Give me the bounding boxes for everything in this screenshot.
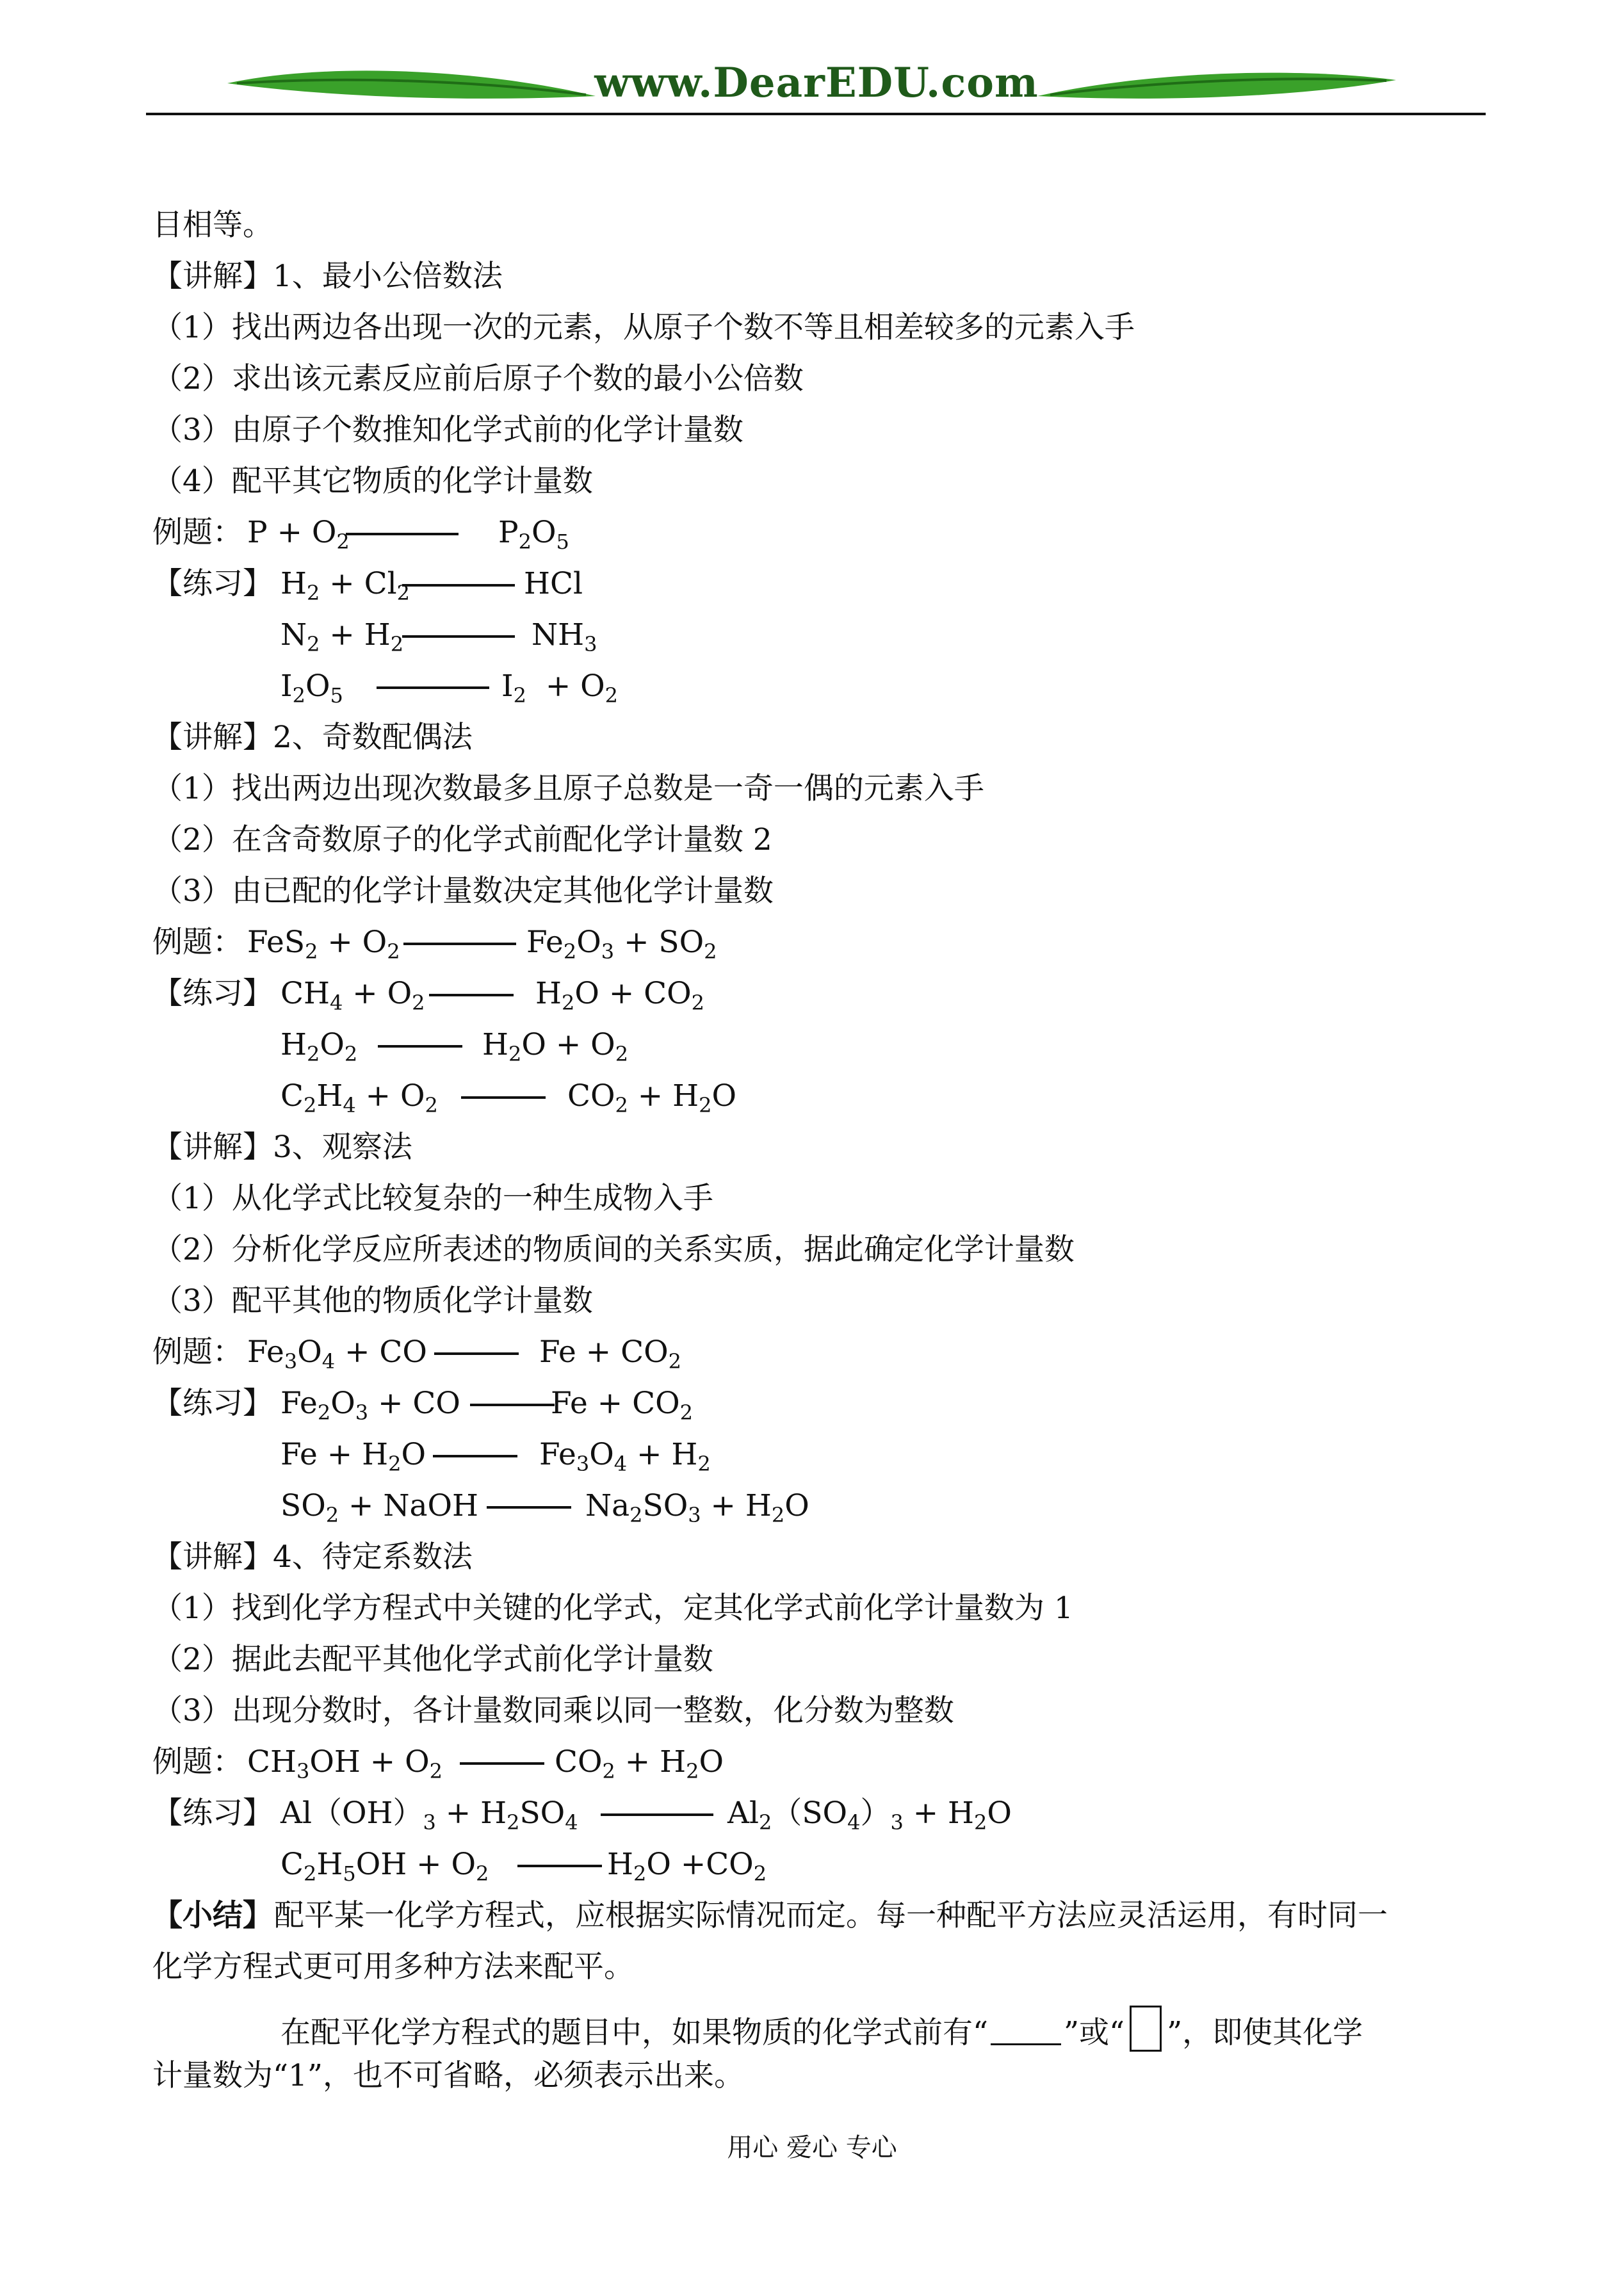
note-text: ”或“ (1064, 2015, 1125, 2050)
section-heading: 【讲解】2、奇数配偶法 (152, 720, 473, 755)
text-line: （1）找出两边出现次数最多且原子总数是一奇一偶的元素入手 (152, 771, 984, 806)
equation-right: $H_2O +CO_2$ (607, 1847, 767, 1886)
equation-right: $Fe_3O_4 + H_2$ (539, 1437, 711, 1476)
text-line: （1）找到化学方程式中关键的化学式，定其化学式前化学计量数为 1 (152, 1591, 1073, 1626)
equation-right: $Fe_2O_3 + SO_2$ (526, 925, 717, 964)
page-footer: 用心 爱心 专心 (727, 2133, 897, 2162)
note-text: ”，即使其化学 (1167, 2015, 1363, 2050)
equation-left: $N_2 + H_2$ (280, 617, 404, 656)
equation-dash (487, 1506, 571, 1509)
equation-dash (402, 584, 515, 587)
header-banner (0, 0, 1624, 122)
equation-left: $P + O_2$ (247, 515, 350, 554)
equation-right: $Al_2(SO_4)_3 + H_2O$ (727, 1796, 1012, 1835)
equation-dash (517, 1865, 602, 1867)
text-line: （2）在含奇数原子的化学式前配化学计量数 2 (152, 822, 772, 857)
equation-dash (377, 686, 489, 689)
section-heading: 【讲解】1、最小公倍数法 (152, 259, 503, 294)
text-line: （4）配平其它物质的化学计量数 (152, 464, 593, 499)
equation-right: $Fe + CO_2$ (551, 1386, 693, 1425)
practice-label: 【练习】 (152, 566, 273, 601)
section-heading: 【讲解】4、待定系数法 (152, 1539, 473, 1575)
equation-left: $Fe_2O_3$ + CO (280, 1386, 460, 1425)
equation-left: $Fe_3O_4$ + CO (247, 1334, 427, 1374)
summary-text: 配平某一化学方程式，应根据实际情况而定。每一种配平方法应灵活运用，有时同一 (274, 1898, 1388, 1933)
example-label: 例题： (152, 515, 243, 550)
text-line: （2）求出该元素反应前后原子个数的最小公倍数 (152, 361, 804, 396)
equation-right: $Fe + CO_2$ (539, 1334, 681, 1374)
example-label: 例题： (152, 1334, 243, 1370)
text-line: （1）从化学式比较复杂的一种生成物入手 (152, 1181, 713, 1216)
text-line: （3）由原子个数推知化学式前的化学计量数 (152, 412, 743, 448)
practice-label: 【练习】 (152, 1796, 273, 1831)
equation-dash (403, 943, 516, 945)
text-line: （2）据此去配平其他化学式前化学计量数 (152, 1642, 713, 1677)
equation-right: $I_2 + O_2$ (501, 669, 619, 708)
equation-right: $P_2O_5$ (498, 515, 569, 554)
example-label: 例题： (152, 925, 243, 960)
equation-left: $C_2H_5OH + O_2$ (280, 1847, 489, 1886)
equation-left: $H_2O_2$ (280, 1027, 358, 1066)
equation-left: $C_2H_4 + O_2$ (280, 1078, 438, 1117)
section-heading: 【讲解】3、观察法 (152, 1130, 412, 1165)
equation-dash (433, 1455, 517, 1457)
note-line (280, 2006, 1363, 2052)
note-text: 在配平化学方程式的题目中，如果物质的化学式前有“ (280, 2015, 989, 2050)
equation-right: $CO_2 + H_2O$ (567, 1078, 737, 1117)
equation-left: $Al(OH)_3 + H_2SO_4$ (280, 1796, 578, 1835)
equation-dash (429, 994, 514, 996)
equation-left: $H_2 + Cl_2$ (280, 566, 410, 605)
blank-underline (991, 2018, 1061, 2045)
equation-dash (470, 1404, 555, 1406)
equation-dash (378, 1045, 462, 1048)
text-line: （2）分析化学反应所表述的物质间的关系实质，据此确定化学计量数 (152, 1232, 1075, 1267)
equation-right: $Na_2SO_3 + H_2O$ (585, 1488, 809, 1527)
blank-box (1130, 2006, 1162, 2052)
site-url[interactable]: www.DearEDU.com (594, 59, 1039, 107)
equation-right: HCl (524, 566, 583, 601)
text-line: （3）由已配的化学计量数决定其他化学计量数 (152, 873, 774, 909)
practice-label: 【练习】 (152, 976, 273, 1011)
equation-left: $CH_3OH + O_2$ (247, 1744, 443, 1783)
equation-right: $CO_2 + H_2O$ (555, 1744, 724, 1783)
equation-left: $SO_2$ + NaOH (280, 1488, 479, 1527)
equation-right: $H_2O + O_2$ (482, 1027, 629, 1066)
equation-right: $H_2O + CO_2$ (535, 976, 705, 1015)
equation-dash (434, 1352, 519, 1355)
summary-line: 化学方程式更可用多种方法来配平。 (152, 1949, 634, 1984)
text-line: （3）出现分数时，各计量数同乘以同一整数，化分数为整数 (152, 1693, 954, 1728)
practice-label: 【练习】 (152, 1386, 273, 1421)
equation-dash (601, 1813, 713, 1816)
equation-left: $FeS_2 + O_2$ (247, 925, 400, 964)
equation-left: $I_2O_5$ (280, 669, 343, 708)
equation-left: $CH_4 + O_2$ (280, 976, 425, 1015)
equation-left: $Fe + H_2O$ (280, 1437, 426, 1476)
summary-title: 【小结】 (152, 1898, 273, 1933)
equation-right: $NH_3$ (532, 617, 597, 656)
text-line: （3）配平其他的物质化学计量数 (152, 1283, 593, 1318)
equation-dash (346, 533, 459, 535)
text-line: （1）找出两边各出现一次的元素，从原子个数不等且相差较多的元素入手 (152, 310, 1135, 345)
text-line: 目相等。 (152, 207, 273, 243)
equation-dash (460, 1762, 544, 1765)
example-label: 例题： (152, 1744, 243, 1780)
equation-dash (402, 635, 515, 638)
equation-dash (461, 1096, 546, 1099)
note-line: 计量数为“1”，也不可省略，必须表示出来。 (152, 2058, 744, 2093)
